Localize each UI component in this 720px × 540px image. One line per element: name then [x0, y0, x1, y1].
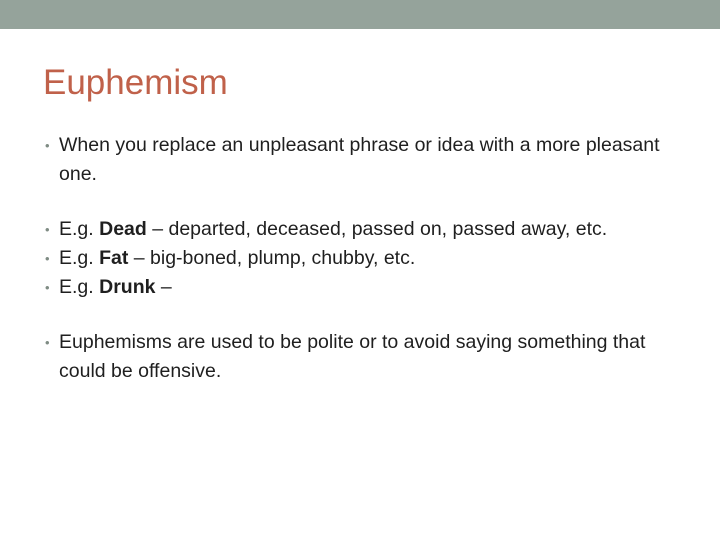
example-list: – — [155, 276, 172, 298]
example-list: – big-boned, plump, chubby, etc. — [128, 247, 416, 269]
bullet-dot-icon: • — [45, 280, 50, 295]
bullet-text: When you replace an unpleasant phrase or idea with a more pleasant one. — [59, 134, 660, 185]
example-prefix: E.g. — [59, 247, 100, 269]
bullet-purpose — [45, 328, 665, 386]
slide-title: Euphemism — [43, 63, 228, 102]
top-accent-bar — [0, 0, 720, 29]
bullet-dot-icon: • — [45, 335, 50, 350]
bullet-dot-icon: • — [45, 138, 50, 153]
example-term: Dead — [99, 218, 147, 240]
example-list: – departed, deceased, passed on, passed away, etc. — [146, 218, 608, 240]
bullet-dot-icon: • — [45, 251, 50, 266]
bullet-dot-icon: • — [45, 222, 50, 237]
bullet-list — [45, 131, 665, 386]
bullet-definition — [45, 131, 665, 189]
example-term: Fat — [99, 247, 129, 269]
example-term: Drunk — [99, 276, 156, 298]
bullet-example-fat — [45, 244, 665, 273]
example-prefix: E.g. — [59, 218, 100, 240]
bullet-example-dead — [45, 215, 665, 244]
bullet-example-drunk — [45, 273, 665, 302]
example-prefix: E.g. — [59, 276, 100, 298]
bullet-text: Euphemisms are used to be polite or to avoid saying something that could be offensive. — [59, 331, 646, 382]
